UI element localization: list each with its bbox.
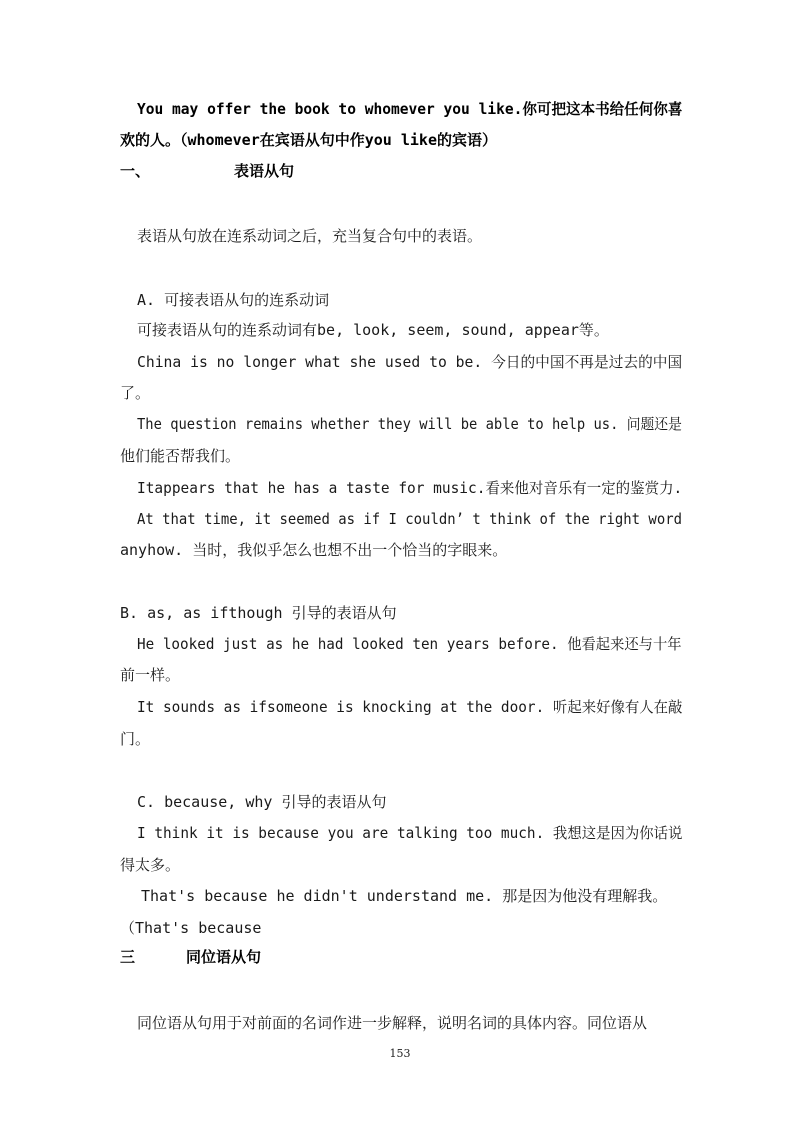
sub-a-example-4-line-1: At that time, it seemed as if I couldn’ t think of the right word <box>137 510 682 528</box>
section-3-title: 同位语从句 <box>186 948 262 966</box>
sub-b-heading: B. as, as ifthough 引导的表语从句 <box>120 604 397 622</box>
sub-a-example-2-line-1: The question remains whether they will be able to help us. 问题还是 <box>137 415 682 433</box>
sub-a-example-3: Itappears that he has a taste for music.看来他对音乐有一定的鉴赏力. <box>137 479 683 497</box>
sub-b-example-1-line-2: 前一样。 <box>120 666 181 684</box>
sub-b-example-2-line-1: It sounds as ifsomeone is knocking at the door. 听起来好像有人在敲 <box>137 698 683 716</box>
sub-b-example-2-line-2: 门。 <box>120 730 151 748</box>
sub-c-example-1-line-1: I think it is because you are talking too much. 我想这是因为你话说 <box>137 824 683 842</box>
sub-a-example-4-line-2: anyhow. 当时，我似乎怎么也想不出一个恰当的字眼来。 <box>120 541 508 559</box>
sub-a-example-1-line-2: 了。 <box>120 384 151 402</box>
section-1-description: 表语从句放在连系动词之后，充当复合句中的表语。 <box>137 227 483 245</box>
sub-a-example-2-line-2: 他们能否帮我们。 <box>120 447 241 465</box>
sub-b-example-1-line-1: He looked just as he had looked ten years before. 他看起来还与十年 <box>137 635 682 653</box>
sub-c-heading: C. because, why 引导的表语从句 <box>137 793 387 811</box>
section-3-number: 三 <box>120 948 136 966</box>
section-3-description: 同位语从句用于对前面的名词作进一步解释，说明名词的具体内容。同位语从 <box>137 1014 648 1032</box>
intro-line-2: 欢的人。（whomever在宾语从句中作you like的宾语） <box>120 131 497 149</box>
sub-c-example-2-line-2: （That's because <box>120 919 262 937</box>
sub-c-example-1-line-2: 得太多。 <box>120 856 181 874</box>
sub-a-intro: 可接表语从句的连系动词有be, look, seem, sound, appear等。 <box>137 321 609 339</box>
sub-a-heading: A. 可接表语从句的连系动词 <box>137 291 330 309</box>
intro-line-1: You may offer the book to whomever you like.你可把这本书给任何你喜 <box>137 100 683 118</box>
section-1-number: 一、 <box>120 162 151 180</box>
page-number: 153 <box>389 1047 411 1060</box>
section-1-title: 表语从句 <box>234 162 295 180</box>
sub-a-example-1-line-1: China is no longer what she used to be. 今日的中国不再是过去的中国 <box>137 353 683 371</box>
sub-c-example-2-line-1: That's because he didn't understand me. 那是因为他没有理解我。 <box>141 887 668 905</box>
